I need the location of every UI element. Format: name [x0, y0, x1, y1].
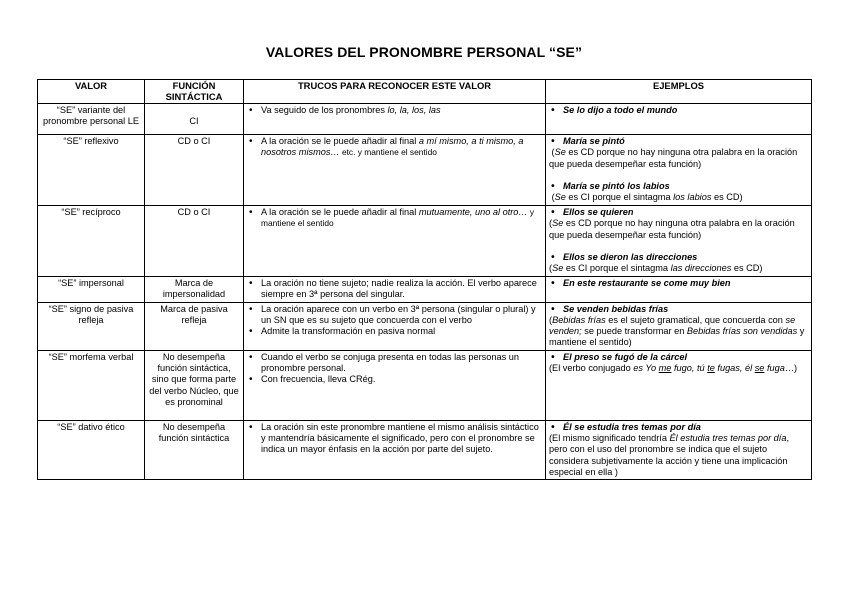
table-row: [38, 350, 812, 420]
trucos-cell: [244, 135, 546, 206]
example-item: • María se pintó los labios: [563, 181, 808, 192]
valor-cell: “SE” signo de pasiva refleja: [38, 302, 145, 350]
example-note: (Se es CI porque el sintagma las direcciones es CD): [549, 263, 763, 274]
table-row: [38, 206, 812, 277]
trucos-cell: [244, 277, 546, 303]
list-item: • Va seguido de los pronombres lo, la, los, las: [261, 105, 542, 116]
example-item: • Se venden bebidas frías: [563, 304, 808, 315]
list-item: • La oración aparece con un verbo en 3ª persona (singular o plural) y un SN que es su sujeto que concuerda con el verbo: [261, 304, 542, 327]
trucos-cell: [244, 206, 546, 277]
example-note: (Se es CD porque no hay ninguna otra palabra en la oración que pueda desempeñar esta función): [549, 218, 795, 240]
ejemplos-cell: [546, 302, 812, 350]
example-item: • Ellos se quieren: [563, 207, 808, 218]
valor-cell: “SE” recíproco: [38, 206, 145, 277]
ejemplos-cell: [546, 206, 812, 277]
funcion-cell: Marca de impersonalidad: [145, 277, 244, 303]
header-funcion: FUNCIÓN SINTÁCTICA: [145, 80, 244, 104]
example-item: • Se lo dijo a todo el mundo: [563, 105, 808, 116]
funcion-cell: CI: [145, 104, 244, 135]
trucos-cell: [244, 104, 546, 135]
header-ejemplos: EJEMPLOS: [546, 80, 812, 104]
ejemplos-cell: [546, 104, 812, 135]
valor-cell: “SE” impersonal: [38, 277, 145, 303]
funcion-cell: Marca de pasiva refleja: [145, 302, 244, 350]
example-note: (El verbo conjugado es Yo me fugo, tú te fugas, él se fuga…): [549, 363, 798, 374]
example-item: • En este restaurante se come muy bien: [563, 278, 808, 289]
valor-cell: “SE” reflexivo: [38, 135, 145, 206]
list-item: • A la oración se le puede añadir al final a mí mismo, a ti mismo, a nosotros mismos… etc. y mantiene el sentido: [261, 136, 542, 159]
list-item: • La oración sin este pronombre mantiene el mismo análisis sintáctico y mantendría básicamente el significado, pero con el pronombre se indica un mayor énfasis en la acción por parte del sujeto.: [261, 422, 542, 456]
valor-cell: “SE” dativo ético: [38, 420, 145, 479]
page-title: VALORES DEL PRONOMBRE PERSONAL “SE”: [265, 44, 583, 60]
funcion-cell: No desempeña función sintáctica: [145, 420, 244, 479]
funcion-cell: No desempeña función sintáctica, sino que forma parte del verbo Núcleo, que es pronominal: [145, 350, 244, 420]
funcion-cell: CD o CI: [145, 135, 244, 206]
example-note: (Se es CI porque el sintagma los labios es CD): [551, 192, 743, 203]
table-row: [38, 302, 812, 350]
list-item: • Con frecuencia, lleva CRég.: [261, 374, 542, 385]
valor-cell: “SE” morfema verbal: [38, 350, 145, 420]
example-item: • Ellos se dieron las direcciones: [563, 252, 808, 263]
valor-cell: “SE” variante del pronombre personal LE: [38, 104, 145, 135]
trucos-cell: [244, 302, 546, 350]
header-row: [38, 80, 812, 104]
example-note: (Bebidas frías es el sujeto gramatical, que concuerda con se venden; se puede transformar en Bebidas frías son vendidas y mantiene el sentido): [549, 314, 805, 348]
example-item: • Él se estudia tres temas por día: [563, 422, 808, 433]
example-item: • El preso se fugó de la cárcel: [563, 352, 808, 363]
list-item: • La oración no tiene sujeto; nadie realiza la acción. El verbo aparece siempre en 3ª persona del singular.: [261, 278, 542, 301]
list-item: • Admite la transformación en pasiva normal: [261, 326, 542, 337]
ejemplos-cell: [546, 420, 812, 479]
ejemplos-cell: [546, 277, 812, 303]
table-row: [38, 420, 812, 479]
list-item: • A la oración se le puede añadir al final mutuamente, uno al otro… y mantiene el sentido: [261, 207, 542, 230]
example-item: • María se pintó: [563, 136, 808, 147]
ejemplos-cell: [546, 135, 812, 206]
header-valor: VALOR: [38, 80, 145, 104]
funcion-cell: CD o CI: [145, 206, 244, 277]
header-trucos: TRUCOS PARA RECONOCER ESTE VALOR: [244, 80, 546, 104]
trucos-cell: [244, 350, 546, 420]
table-row: [38, 277, 812, 303]
trucos-cell: [244, 420, 546, 479]
example-note: (Se es CD porque no hay ninguna otra palabra en la oración que pueda desempeñar esta función): [549, 147, 798, 169]
example-note: (El mismo significado tendría Él estudia tres temas por día, pero con el uso del pronombre se indica que el sujeto considera subjetivamente la acción y tiene una implicación especial en ella ): [549, 433, 790, 477]
ejemplos-cell: [546, 350, 812, 420]
table-row: [38, 135, 812, 206]
se-values-table: [37, 79, 812, 480]
list-item: • Cuando el verbo se conjuga presenta en todas las personas un pronombre personal.: [261, 352, 542, 375]
table-row: [38, 104, 812, 135]
